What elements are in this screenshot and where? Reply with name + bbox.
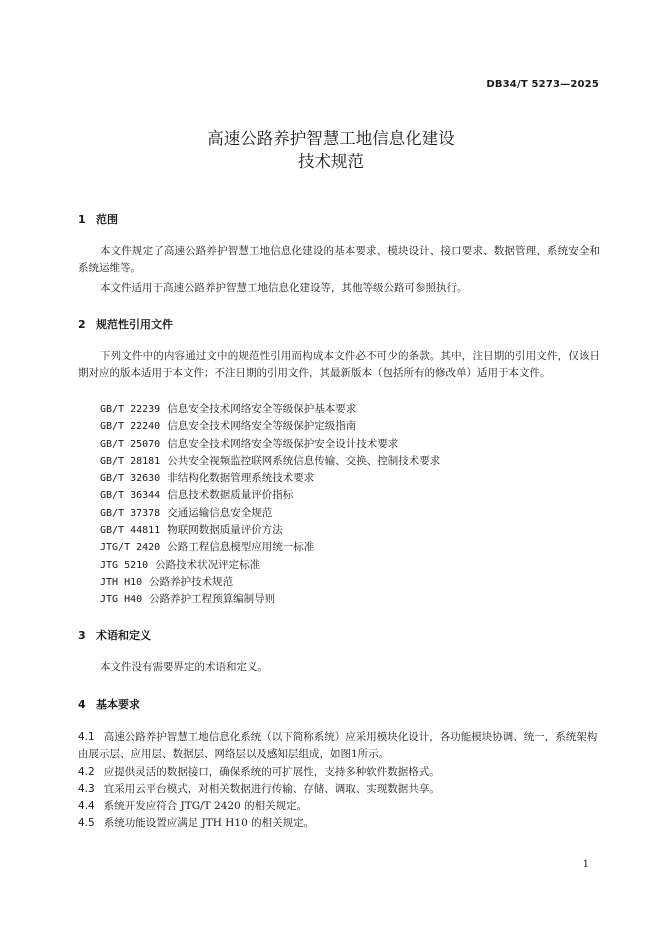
reference-item bbox=[100, 574, 440, 591]
reference-code: JTG/T 2420 bbox=[100, 542, 161, 554]
normative-reference-list bbox=[100, 401, 440, 609]
reference-code: JTG H40 bbox=[100, 594, 143, 606]
page-number: 1 bbox=[582, 859, 589, 870]
reference-item bbox=[100, 401, 440, 418]
section-1-paragraph-1: 本文件规定了高速公路养护智慧工地信息化建设的基本要求、模块设计、接口要求、数据管理、系统安全和系统运维等。 bbox=[78, 245, 600, 274]
requirement-text: 应提供灵活的数据接口，确保系统的可扩展性，支持多种软件数据格式。 bbox=[103, 766, 440, 778]
section-title: 基本要求 bbox=[96, 698, 140, 711]
requirement-number: 4.2 bbox=[78, 766, 95, 778]
requirement-text: 高速公路养护智慧工地信息化系统（以下简称系统）应采用模块化设计，各功能模块协调、统一，系统架构由展示层、应用层、数据层、网络层以及感知层组成，如图1所示。 bbox=[78, 731, 598, 760]
reference-code: GB/T 22240 bbox=[100, 421, 161, 433]
reference-title: 公路技术状况评定标准 bbox=[155, 558, 261, 571]
requirement-number: 4.1 bbox=[78, 731, 95, 743]
section-number: 4 bbox=[78, 698, 86, 711]
reference-code: GB/T 22239 bbox=[100, 404, 161, 415]
reference-code: GB/T 25070 bbox=[100, 438, 161, 450]
reference-item bbox=[100, 539, 440, 556]
section-2-intro: 下列文件中的内容通过文中的规范性引用而构成本文件必不可少的条款。其中，注日期的引用文件，仅该日期对应的版本适用于本文件；不注日期的引用文件，其最新版本（包括所有的修改单）适用于本文件。 bbox=[78, 350, 600, 379]
document-title bbox=[0, 127, 662, 173]
section-2-heading bbox=[78, 316, 173, 332]
reference-title: 公路工程信息模型应用统一标准 bbox=[167, 541, 315, 554]
reference-title: 公共安全视频监控联网系统信息传输、交换、控制技术要求 bbox=[167, 454, 441, 467]
reference-item bbox=[100, 557, 440, 574]
requirement-text: 系统功能设置应满足 JTH H10 的相关规定。 bbox=[103, 817, 315, 829]
reference-title: 物联网数据质量评价方法 bbox=[167, 524, 283, 537]
reference-title: 交通运输信息安全规范 bbox=[167, 506, 273, 519]
section-number: 2 bbox=[78, 318, 86, 331]
reference-title: 信息安全技术网络安全等级保护安全设计技术要求 bbox=[167, 437, 399, 450]
reference-item bbox=[100, 470, 440, 487]
section-4-heading bbox=[78, 696, 140, 712]
section-title: 规范性引用文件 bbox=[96, 318, 173, 331]
reference-title: 信息安全技术网络安全等级保护基本要求 bbox=[167, 403, 357, 415]
section-title: 术语和定义 bbox=[96, 629, 151, 642]
section-number: 1 bbox=[78, 213, 86, 226]
reference-item bbox=[100, 505, 440, 522]
section-number: 3 bbox=[78, 629, 86, 642]
reference-item bbox=[100, 522, 440, 539]
section-3-text: 本文件没有需要界定的术语和定义。 bbox=[100, 661, 268, 673]
reference-item bbox=[100, 487, 440, 504]
document-code: DB34/T 5273—2025 bbox=[486, 79, 599, 90]
reference-title: 信息安全技术网络安全等级保护定级指南 bbox=[167, 420, 357, 433]
reference-code: GB/T 44811 bbox=[100, 525, 161, 537]
reference-code: JTH H10 bbox=[100, 576, 143, 588]
reference-code: GB/T 37378 bbox=[100, 507, 161, 519]
title-line-1: 高速公路养护智慧工地信息化建设 bbox=[207, 129, 455, 148]
requirement-item bbox=[78, 764, 600, 781]
reference-item bbox=[100, 418, 440, 435]
requirement-number: 4.4 bbox=[78, 800, 95, 812]
requirement-text: 系统开发应符合 JTG/T 2420 的相关规定。 bbox=[103, 800, 308, 812]
requirement-item bbox=[78, 781, 600, 798]
reference-title: 信息技术数据质量评价指标 bbox=[167, 489, 294, 502]
reference-title: 非结构化数据管理系统技术要求 bbox=[167, 472, 315, 485]
requirement-item bbox=[78, 815, 600, 832]
section-title: 范围 bbox=[96, 213, 118, 226]
reference-code: GB/T 36344 bbox=[100, 490, 161, 502]
requirement-item bbox=[78, 798, 600, 815]
requirement-number: 4.3 bbox=[78, 783, 95, 795]
title-line-2: 技术规范 bbox=[298, 152, 364, 171]
reference-item bbox=[100, 453, 440, 470]
section-3-heading bbox=[78, 627, 151, 643]
reference-item bbox=[100, 436, 440, 453]
requirement-number: 4.5 bbox=[78, 817, 95, 829]
requirement-item bbox=[78, 729, 600, 763]
reference-code: GB/T 28181 bbox=[100, 455, 161, 467]
reference-code: GB/T 32630 bbox=[100, 473, 161, 485]
reference-item bbox=[100, 591, 440, 608]
section-1-paragraph-2: 本文件适用于高速公路养护智慧工地信息化建设等，其他等级公路可参照执行。 bbox=[100, 282, 468, 294]
requirement-text: 宜采用云平台模式，对相关数据进行传输、存储、调取、实现数据共享。 bbox=[103, 783, 440, 795]
section-1-heading bbox=[78, 211, 118, 227]
reference-title: 公路养护工程预算编制导则 bbox=[149, 593, 276, 606]
reference-code: JTG 5210 bbox=[100, 559, 149, 571]
reference-title: 公路养护技术规范 bbox=[149, 575, 234, 588]
